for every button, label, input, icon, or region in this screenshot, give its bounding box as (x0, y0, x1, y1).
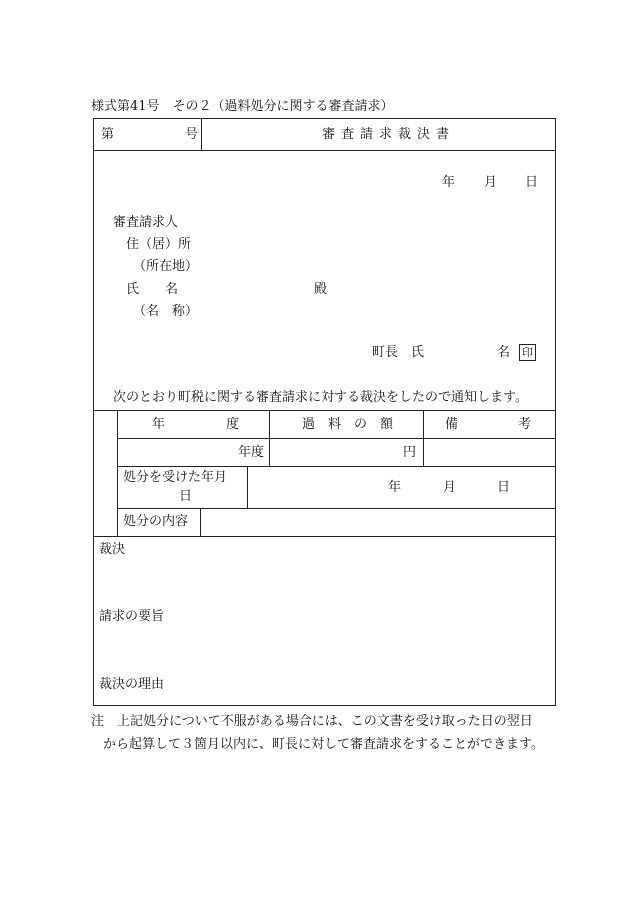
date-year: 年 (442, 175, 456, 190)
header-divider (93, 150, 556, 151)
section-summary: 請求の要旨 (99, 609, 165, 624)
col-note-a: 備 (445, 417, 459, 432)
table-row3-line (117, 508, 556, 509)
content-label: 処分の内容 (123, 514, 189, 529)
table-top-line (93, 410, 556, 411)
requester-address: 住（居）所 (126, 237, 192, 252)
requester-label: 審査請求人 (113, 215, 179, 230)
received-month: 月 (443, 480, 457, 495)
col-nendo-a: 年 (152, 417, 166, 432)
col-note-b: 考 (518, 417, 532, 432)
requester-dono: 殿 (314, 282, 328, 297)
requester-location: （所在地） (133, 259, 199, 274)
notice-text: 次のとおり町税に関する審査請求に対する裁決をしたので通知します。 (113, 390, 528, 405)
requester-name-shi: 氏 (126, 282, 140, 297)
doc-number-dai: 第 (101, 127, 115, 142)
yen-unit: 円 (403, 445, 417, 460)
date-day: 日 (525, 175, 539, 190)
header-vline (201, 118, 202, 150)
received-year: 年 (388, 480, 402, 495)
table-vline-fine (269, 410, 270, 466)
received-date-label-1: 処分を受けた年月 (123, 470, 228, 485)
mayor-seal-icon (519, 344, 536, 361)
table-row2-line (117, 466, 556, 467)
col-nendo-b: 度 (226, 417, 240, 432)
footnote-line2: から起算して３箇月以内に、町長に対して審査請求をすることができます。 (103, 737, 544, 752)
doc-number-go: 号 (185, 127, 199, 142)
date-month: 月 (484, 175, 498, 190)
seal-mark: 印 (519, 344, 536, 361)
col-fine-amount: 過 料 の 額 (302, 417, 394, 432)
table-bottom-line (93, 536, 556, 537)
table-row1-line (117, 438, 556, 439)
mayor-label: 町長 氏 (372, 345, 425, 360)
nendo-unit: 年度 (238, 445, 265, 460)
requester-title: （名 称） (133, 304, 199, 319)
table-vline-note (423, 410, 424, 466)
form-title: 様式第41号 その２（過料処分に関する審査請求） (91, 99, 394, 114)
mayor-mei: 名 (497, 345, 511, 360)
section-decision: 裁決 (99, 542, 126, 557)
doc-title: 審査請求裁決書 (322, 127, 456, 142)
received-day: 日 (497, 480, 511, 495)
table-vline-content (200, 508, 201, 536)
footnote-line1: 注 上記処分について不服がある場合には、この文書を受け取った日の翌日 (91, 714, 533, 729)
table-vline-date (247, 466, 248, 508)
table-left-inner-vline (117, 410, 118, 536)
section-reason: 裁決の理由 (99, 677, 165, 692)
requester-name-mei: 名 (165, 282, 179, 297)
received-date-label-2: 日 (179, 489, 193, 504)
